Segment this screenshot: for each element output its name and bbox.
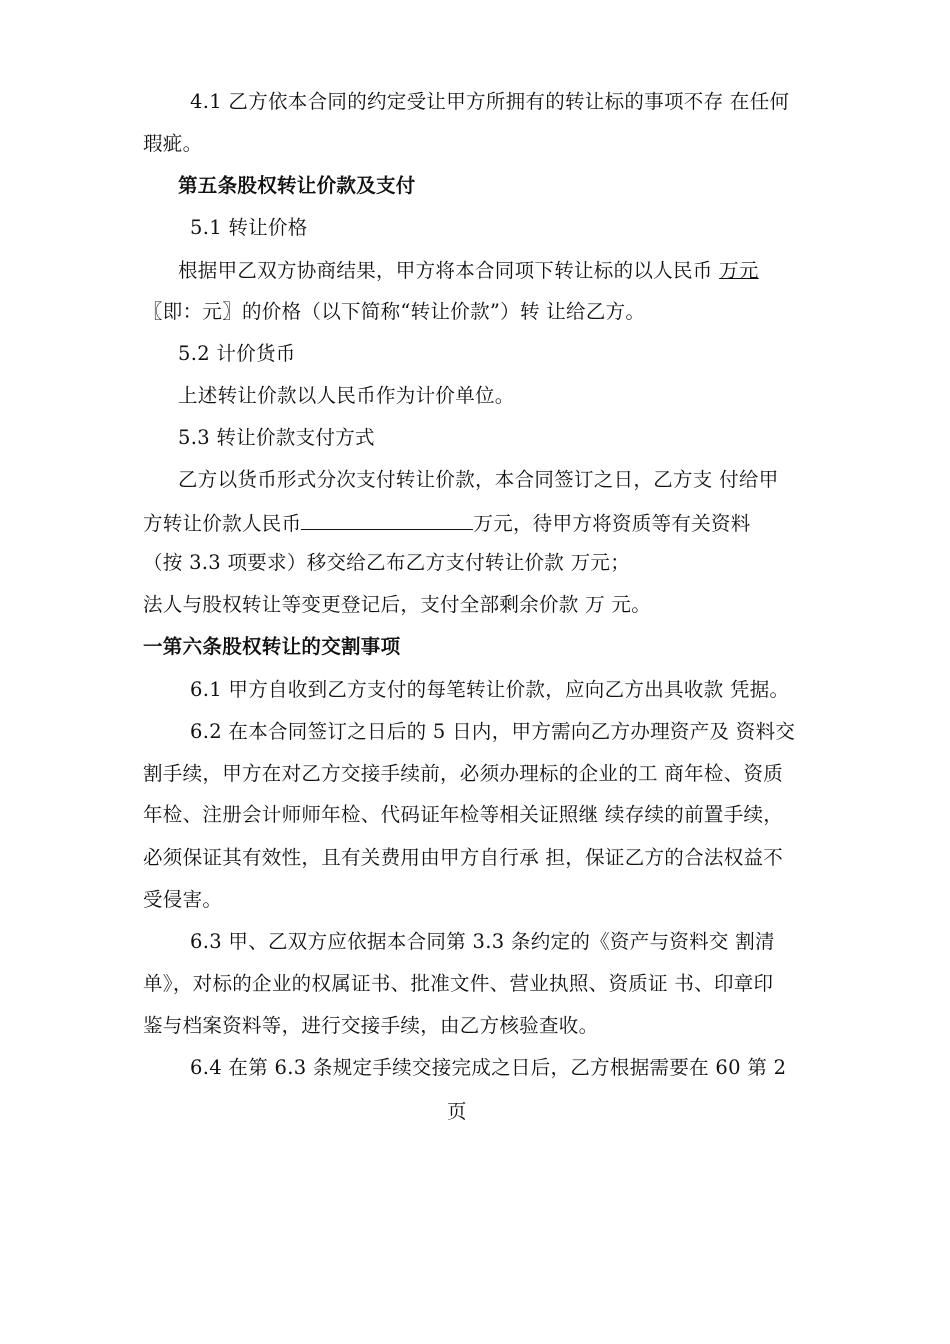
clause-5-3-line-2-text-a: 方转让价款人民币 xyxy=(143,512,302,535)
clause-5-3-line-2 xyxy=(143,507,751,538)
clause-4-1-line-1: 4.1 乙方依本合同的约定受让甲方所拥有的转让标的事项不存 在任何 xyxy=(190,90,790,113)
clause-6-3-line-3: 鉴与档案资料等，进行交接手续，由乙方核验查收。 xyxy=(143,1014,599,1037)
clause-6-2-line-4: 必须保证其有效性，且有关费用由甲方自行承 担，保证乙方的合法权益不 xyxy=(143,846,784,869)
clause-6-2-line-1: 6.2 在本合同签订之日后的 5 日内，甲方需向乙方办理资产及 资料交 xyxy=(190,720,796,743)
clause-5-1-heading: 5.1 转让价格 xyxy=(190,216,308,239)
clause-4-1-line-2: 瑕疵。 xyxy=(143,132,203,155)
clause-5-3-line-2-text-b: 万元，待甲方将资质等有关资料 xyxy=(473,512,751,535)
clause-6-3-line-2: 单》，对标的企业的权属证书、批准文件、营业执照、资质证 书、印章印 xyxy=(143,972,774,995)
clause-6-2-line-2: 割手续，甲方在对乙方交接手续前，必须办理标的企业的工 商年检、资质 xyxy=(143,762,784,785)
clause-6-4-line-1: 6.4 在第 6.3 条规定手续交接完成之日后，乙方根据需要在 60 第 2 xyxy=(190,1056,787,1079)
clause-5-1-line-1 xyxy=(178,257,759,285)
clause-5-3-line-4: 法人与股权转让等变更登记后，支付全部剩余价款 万 元。 xyxy=(143,593,651,616)
clause-6-1: 6.1 甲方自收到乙方支付的每笔转让价款，应向乙方出具收款 凭据。 xyxy=(190,678,790,701)
clause-5-3-line-3: （按 3.3 项要求）移交给乙布乙方支付转让价款 万元； xyxy=(143,551,631,574)
price-blank-underlined: 万元 xyxy=(719,259,759,282)
clause-6-2-line-5: 受侵害。 xyxy=(143,888,223,911)
clause-5-1-line-2: 〖即：元〗的价格（以下简称“转让价款”）转 让给乙方。 xyxy=(143,300,646,323)
article-6-title: 一第六条股权转让的交割事项 xyxy=(143,635,401,658)
clause-6-3-line-1: 6.3 甲、乙双方应依据本合同第 3.3 条约定的《资产与资料交 割清 xyxy=(190,930,775,953)
clause-5-2-text: 上述转让价款以人民币作为计价单位。 xyxy=(178,384,515,407)
amount-blank-line xyxy=(301,507,473,530)
clause-6-2-line-3: 年检、注册会计师师年检、代码证年检等相关证照继 续存续的前置手续， xyxy=(143,803,784,826)
clause-5-3-line-1: 乙方以货币形式分次支付转让价款，本合同签订之日，乙方支 付给甲 xyxy=(178,468,779,491)
clause-5-2-heading: 5.2 计价货币 xyxy=(178,342,296,365)
clause-5-3-heading: 5.3 转让价款支付方式 xyxy=(178,426,375,449)
article-5-title: 第五条股权转让价款及支付 xyxy=(178,174,416,197)
clause-5-1-line-1-text: 根据甲乙双方协商结果，甲方将本合同项下转让标的以人民币 xyxy=(178,259,720,282)
page-footer: 页 xyxy=(447,1100,467,1123)
